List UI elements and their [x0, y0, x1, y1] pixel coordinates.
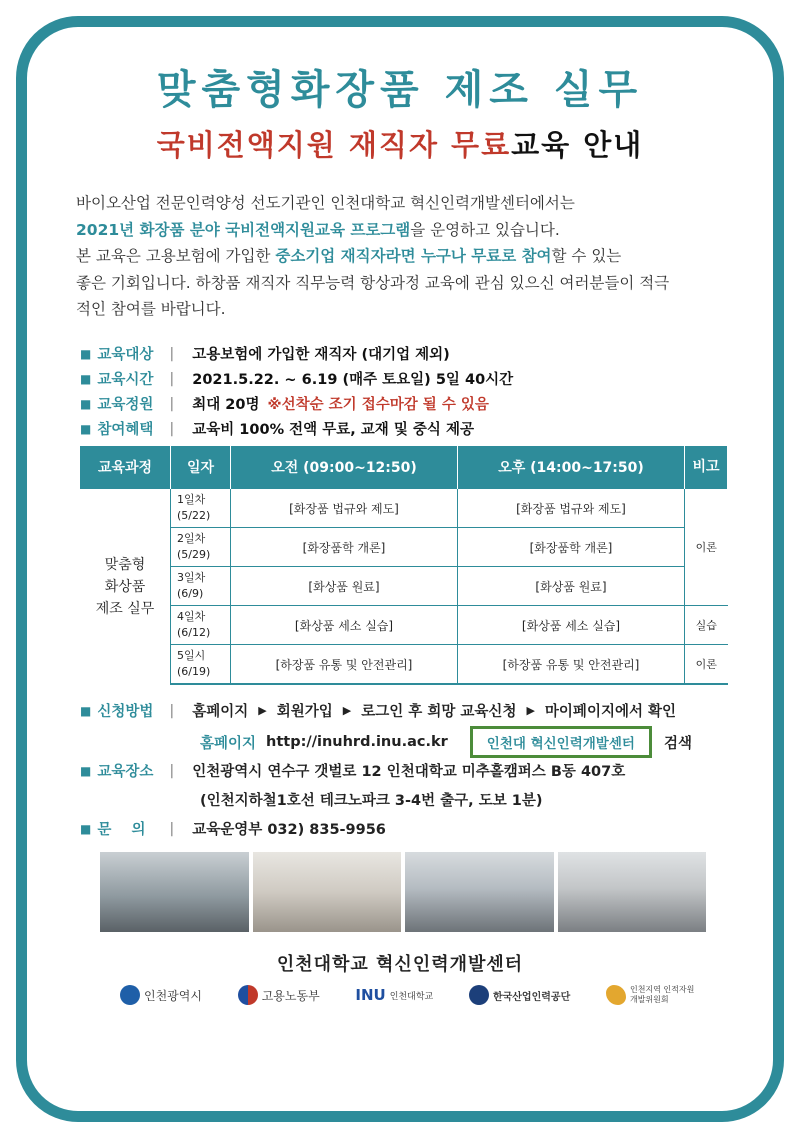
rc-logo	[606, 985, 700, 1005]
note-cell: 이론	[685, 489, 728, 606]
incheon-city-mark-icon	[120, 985, 140, 1005]
info-row-target	[80, 343, 740, 364]
pm-cell: [화상품 원료]	[458, 567, 685, 606]
pm-cell: [하장품 유통 및 안전관리]	[458, 645, 685, 685]
square-bullet-icon: ■	[80, 346, 92, 361]
am-cell: [화상품 원료]	[231, 567, 458, 606]
intro-line: 바이오산업 전문인력양성 선도기관인 인천대학교 혁신인력개발센터에서는	[76, 194, 575, 212]
logo-text: 인천광역시	[144, 988, 202, 1003]
intro-line: 적인 참여를 바랍니다.	[76, 300, 226, 318]
course-line: 맞춤형	[104, 556, 146, 573]
pm-cell: [화장품 법규와 제도]	[458, 489, 685, 528]
date-label: (6/19)	[177, 665, 211, 678]
apply-label: 신청방법	[97, 704, 154, 720]
date-label: (5/22)	[177, 509, 211, 522]
am-cell: [화장품학 개론]	[231, 528, 458, 567]
photo-strip	[100, 852, 706, 932]
am-cell: [하장품 유통 및 안전관리]	[231, 645, 458, 685]
place-label: 교육장소	[97, 764, 154, 780]
course-cell	[80, 489, 171, 685]
classroom-photo	[405, 852, 554, 932]
info-label: 교육정원	[97, 397, 154, 413]
note-cell: 실습	[685, 606, 728, 645]
intro-text: 할 수 있는	[551, 247, 622, 265]
contact-value: 교육운영부 032) 835-9956	[192, 822, 386, 838]
arrow-right-icon: ▶	[342, 704, 352, 717]
rc-mark-icon	[606, 985, 626, 1005]
separator: |	[169, 762, 175, 779]
day-label: 1일차	[177, 493, 206, 506]
place-row-2	[200, 789, 543, 810]
header-afternoon: 오후 (14:00~17:50)	[458, 446, 685, 489]
info-label: 교육시간	[97, 372, 154, 388]
apply-step: 마이페이지에서 확인	[544, 704, 677, 720]
date-label: (6/9)	[177, 587, 204, 600]
square-bullet-icon: ■	[80, 421, 92, 436]
arrow-right-icon: ▶	[526, 704, 535, 717]
header-date: 일자	[171, 446, 231, 489]
separator: |	[169, 420, 175, 437]
schedule-table	[80, 446, 728, 685]
search-text: 검색	[663, 735, 692, 752]
inu-logo	[355, 986, 433, 1004]
poster-title: 맞춤형화장품 제조 실무	[156, 67, 644, 113]
separator: |	[169, 345, 175, 362]
table-row	[80, 645, 728, 685]
info-label: 교육대상	[97, 347, 154, 363]
info-value: 고용보험에 가입한 재직자 (대기업 제외)	[192, 347, 450, 363]
day-cell	[171, 645, 231, 685]
inu-mark-icon: INU	[355, 986, 386, 1004]
subtitle-highlight: 국비전액지원 재직자 무료	[156, 128, 512, 162]
logo-text: 인천대학교	[389, 991, 434, 1002]
square-bullet-icon: ■	[80, 371, 92, 386]
info-value: 최대 20명	[192, 397, 260, 413]
day-cell	[171, 528, 231, 567]
header-note: 비고	[685, 446, 728, 489]
apply-step: 회원가입	[276, 704, 333, 720]
info-value: 2021.5.22. ~ 6.19 (매주 토요일) 5일 40시간	[192, 372, 514, 388]
square-bullet-icon: ■	[80, 763, 92, 778]
intro-highlight: 중소기업 재직자라면 누구나 무료로 참여	[275, 247, 552, 265]
incheon-city-logo	[120, 985, 202, 1005]
place-line2: (인천지하철1호선 테크노파크 3-4번 출구, 도보 1분)	[200, 793, 543, 809]
logo-row	[120, 985, 700, 1005]
arrow-right-icon: ▶	[258, 704, 267, 717]
apply-step: 로그인 후 희망 교육신청	[361, 704, 517, 720]
separator: |	[169, 370, 175, 387]
header-morning: 오전 (09:00~12:50)	[231, 446, 458, 489]
table-row	[80, 606, 728, 645]
date-label: (6/12)	[177, 626, 211, 639]
am-cell: [화상품 세소 실습]	[231, 606, 458, 645]
date-label: (5/29)	[177, 548, 211, 561]
lab-photo-2	[253, 852, 402, 932]
info-row-capacity	[80, 393, 740, 414]
info-value: 교육비 100% 전액 무료, 교재 및 중식 제공	[192, 422, 474, 438]
note-cell: 이론	[685, 645, 728, 685]
homepage-label: 홈페이지	[200, 735, 257, 752]
intro-text: 을 운영하고 있습니다.	[410, 220, 560, 239]
poster-subtitle	[0, 123, 800, 164]
info-row-benefit	[80, 418, 740, 439]
intro-paragraph	[76, 190, 736, 323]
contact-label: 문 의	[97, 822, 146, 838]
table-row	[80, 567, 728, 606]
separator: |	[169, 395, 175, 412]
hrdk-logo	[469, 985, 570, 1005]
intro-text: 본 교육은 고용보험에 가입한	[76, 247, 276, 265]
day-label: 4일차	[177, 610, 206, 623]
course-line: 제조 실무	[95, 600, 155, 617]
homepage-url[interactable]: http://inuhrd.inu.ac.kr	[266, 734, 448, 750]
day-label: 3일차	[177, 571, 206, 584]
contact-row	[80, 818, 386, 839]
subtitle-rest: 교육 안내	[511, 128, 644, 162]
day-label: 5일시	[177, 649, 206, 662]
intro-highlight: 2021년 화장품 분야 국비전액지원교육 프로그램	[76, 220, 411, 239]
homepage-row	[200, 726, 692, 758]
place-row	[80, 760, 625, 781]
logo-text: 인천지역 인적자원개발위원회	[629, 985, 695, 1004]
square-bullet-icon: ■	[80, 703, 92, 718]
course-line: 화상품	[104, 578, 146, 595]
am-cell: [화장품 법규와 제도]	[231, 489, 458, 528]
intro-line	[76, 243, 736, 270]
pm-cell: [화장품학 개론]	[458, 528, 685, 567]
apply-step: 홈페이지	[192, 704, 249, 720]
table-row	[80, 489, 728, 528]
pm-cell: [화상품 세소 실습]	[458, 606, 685, 645]
table-row	[80, 528, 728, 567]
search-keyword-box: 인천대 혁신인력개발센터	[470, 726, 652, 758]
hrdk-mark-icon	[469, 985, 489, 1005]
info-warning: ※선착순 조기 접수마감 될 수 있음	[267, 397, 489, 413]
intro-line	[76, 217, 736, 244]
table-header-row	[80, 446, 728, 489]
square-bullet-icon: ■	[80, 821, 92, 836]
day-cell	[171, 489, 231, 528]
day-cell	[171, 606, 231, 645]
separator: |	[169, 820, 175, 837]
logo-text: 한국산업인력공단	[492, 991, 571, 1003]
square-bullet-icon: ■	[80, 396, 92, 411]
apply-row	[80, 700, 676, 721]
lab-photo-1	[100, 852, 249, 932]
header-course: 교육과정	[80, 446, 171, 489]
separator: |	[169, 702, 175, 719]
day-cell	[171, 567, 231, 606]
info-row-time	[80, 368, 740, 389]
practice-photo	[558, 852, 707, 932]
place-line1: 인천광역시 연수구 갯벌로 12 인천대학교 미추홀캠퍼스 B동 407호	[192, 764, 626, 780]
labor-ministry-logo	[238, 985, 320, 1005]
info-label: 참여혜택	[97, 422, 154, 438]
taegeuk-icon	[238, 985, 258, 1005]
intro-line: 좋은 기회입니다. 하창품 재직자 직무능력 항상과정 교육에 관심 있으신 여러분들이 적극	[76, 273, 670, 292]
logo-text: 고용노동부	[261, 988, 320, 1003]
organizer-name: 인천대학교 혁신인력개발센터	[276, 954, 524, 975]
day-label: 2일차	[177, 532, 206, 545]
